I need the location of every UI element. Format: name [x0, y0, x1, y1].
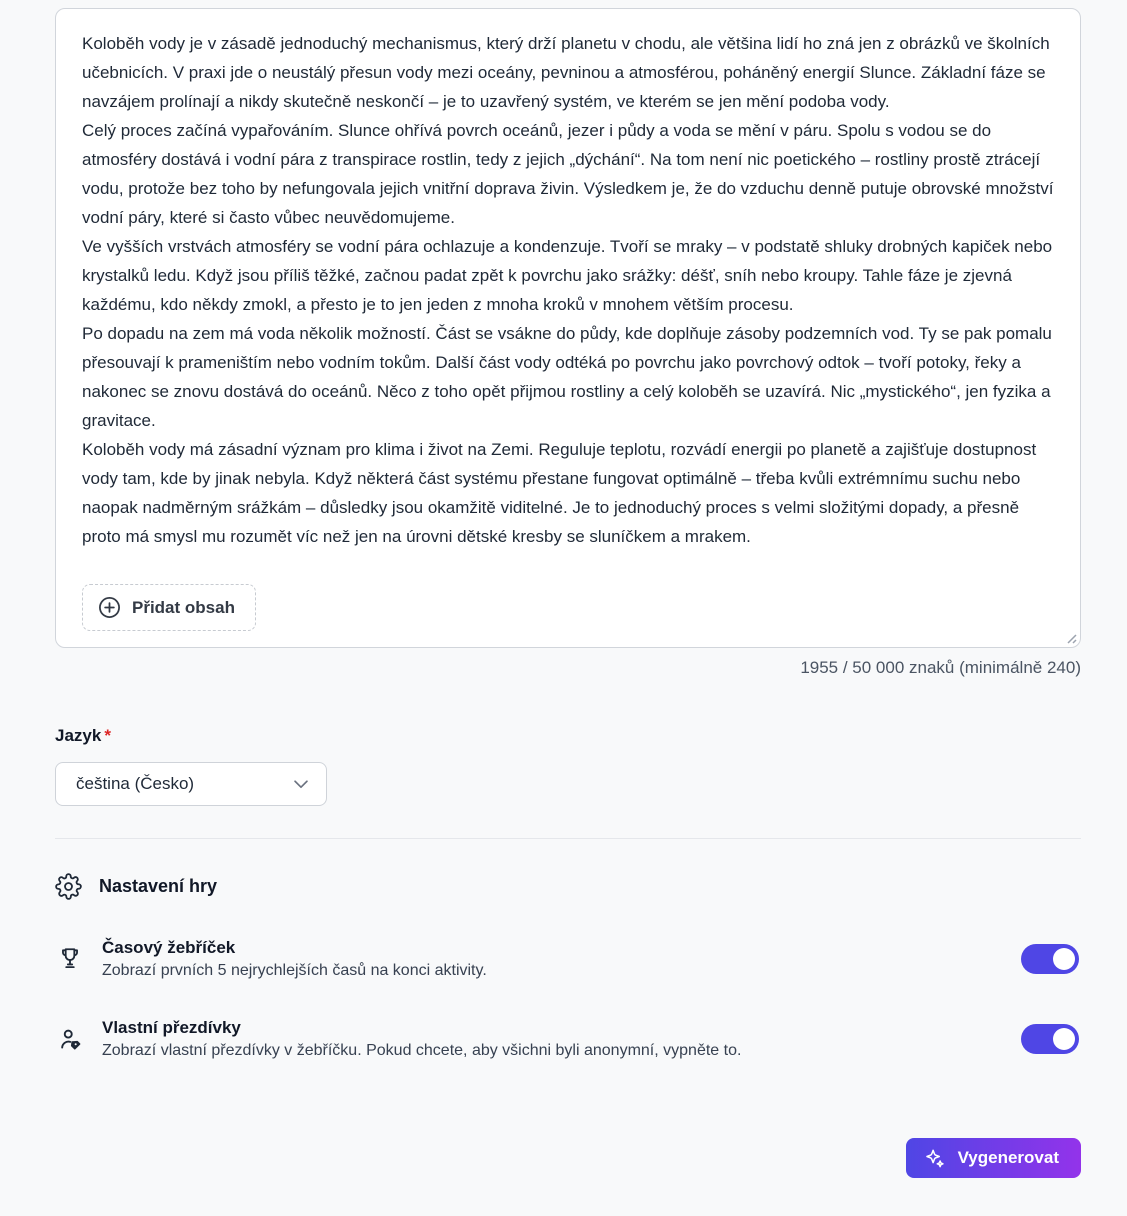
content-editor[interactable]: [55, 8, 1081, 648]
game-settings-title: Nastavení hry: [99, 876, 218, 896]
setting-title: Časový žebříček: [102, 938, 236, 957]
generate-button[interactable]: [906, 1138, 1081, 1178]
plus-circle-icon: [97, 595, 122, 620]
resize-handle-icon[interactable]: [1063, 630, 1077, 644]
sparkles-icon: [924, 1147, 947, 1170]
editor-paragraph: Koloběh vody má zásadní význam pro klima i život na Zemi. Reguluje teplotu, rozvádí energii po planetě a zajišťuje dostupnost vody tam, kde by jinak nebyla. Když některá část systému přestane fungovat optimálně – třeba kvůli extrémnímu suchu nebo naopak nadměrným srážkám – důsledky jsou okamžitě viditelné. Je to jednoduchý proces s velmi složitými dopady, a přesně proto má smysl mu rozumět víc než jen na úrovni dětské kresby se sluníčkem a mrakem.: [82, 440, 1037, 546]
trophy-icon: [55, 946, 85, 972]
user-tag-icon: [55, 1026, 85, 1053]
char-counter: 1955 / 50 000 znaků (minimálně 240): [800, 658, 1081, 677]
page: [55, 0, 1081, 1178]
setting-title: Vlastní přezdívky: [102, 1018, 241, 1037]
setting-texts: [102, 1018, 1021, 1060]
language-label-text: Jazyk: [55, 726, 102, 745]
language-label: [55, 726, 1081, 746]
setting-row-nicknames: [55, 1018, 1081, 1060]
chevron-down-icon: [290, 773, 312, 795]
gear-icon: [55, 873, 82, 900]
editor-paragraph: Po dopadu na zem má voda několik možností. Část se vsákne do půdy, kde doplňuje zásoby podzemních vod. Ty se pak pomalu přesouvají k prameništím nebo vodním tokům. Další část vody odtéká po povrchu jako povrchový odtok – tvoří potoky, řeky a nakonec se znovu dostává do oceánů. Něco z toho opět přijmou rostliny a celý koloběh se uzavírá. Nic „mystického“, jen fyzika a gravitace.: [82, 324, 1052, 430]
editor-paragraph: Koloběh vody je v zásadě jednoduchý mechanismus, který drží planetu v chodu, ale většina lidí ho zná jen z obrázků ve školních učebnicích. V praxi jde o neustálý přesun vody mezi oceány, pevninou a atmosférou, poháněný energií Slunce. Základní fáze se navzájem prolínají a nikdy skutečně neskončí – je to uzavřený systém, ve kterém se jen mění podoba vody.: [82, 34, 1050, 111]
generate-label: Vygenerovat: [957, 1148, 1059, 1167]
game-settings-header: [55, 873, 1081, 900]
setting-toggle-1[interactable]: [1021, 1024, 1079, 1054]
toggle-knob: [1053, 948, 1075, 970]
add-content-label: Přidat obsah: [132, 597, 235, 617]
language-select[interactable]: [55, 762, 327, 806]
footer: [55, 1138, 1081, 1178]
setting-toggle-0[interactable]: [1021, 944, 1079, 974]
section-divider: [55, 838, 1081, 839]
language-section: [55, 726, 1081, 806]
setting-texts: [102, 938, 1021, 980]
add-content-button[interactable]: [82, 584, 256, 631]
setting-description: Zobrazí prvních 5 nejrychlejších časů na konci aktivity.: [102, 962, 487, 979]
language-select-value: čeština (Česko): [76, 774, 195, 793]
required-asterisk: *: [104, 726, 111, 745]
editor-paragraph: Celý proces začíná vypařováním. Slunce ohřívá povrch oceánů, jezer i půdy a voda se mění v páru. Spolu s vodou se do atmosféry dostává i vodní pára z transpirace rostlin, tedy z jejich „dýchání“. Na tom není nic poetického – rostliny prostě ztrácejí vodu, protože bez toho by nefungovala jejich vnitřní doprava živin. Výsledkem je, že do vzduchu denně putuje obrovské množství vodní páry, které si často vůbec neuvědomujeme.: [82, 121, 1054, 227]
setting-row-leaderboard: [55, 938, 1081, 980]
toggle-knob: [1053, 1028, 1075, 1050]
editor-paragraph: Ve vyšších vrstvách atmosféry se vodní pára ochlazuje a kondenzuje. Tvoří se mraky – v podstatě shluky drobných kapiček nebo krystalků ledu. Když jsou příliš těžké, začnou padat zpět k povrchu jako srážky: déšť, sníh nebo kroupy. Tahle fáze je zjevná každému, kdo někdy zmokl, a přesto je to jen jeden z mnoha kroků v mnohem větším procesu.: [82, 237, 1053, 314]
setting-description: Zobrazí vlastní přezdívky v žebříčku. Pokud chcete, aby všichni byli anonymní, vypněte to.: [102, 1042, 742, 1059]
editor-text[interactable]: [56, 9, 1080, 584]
